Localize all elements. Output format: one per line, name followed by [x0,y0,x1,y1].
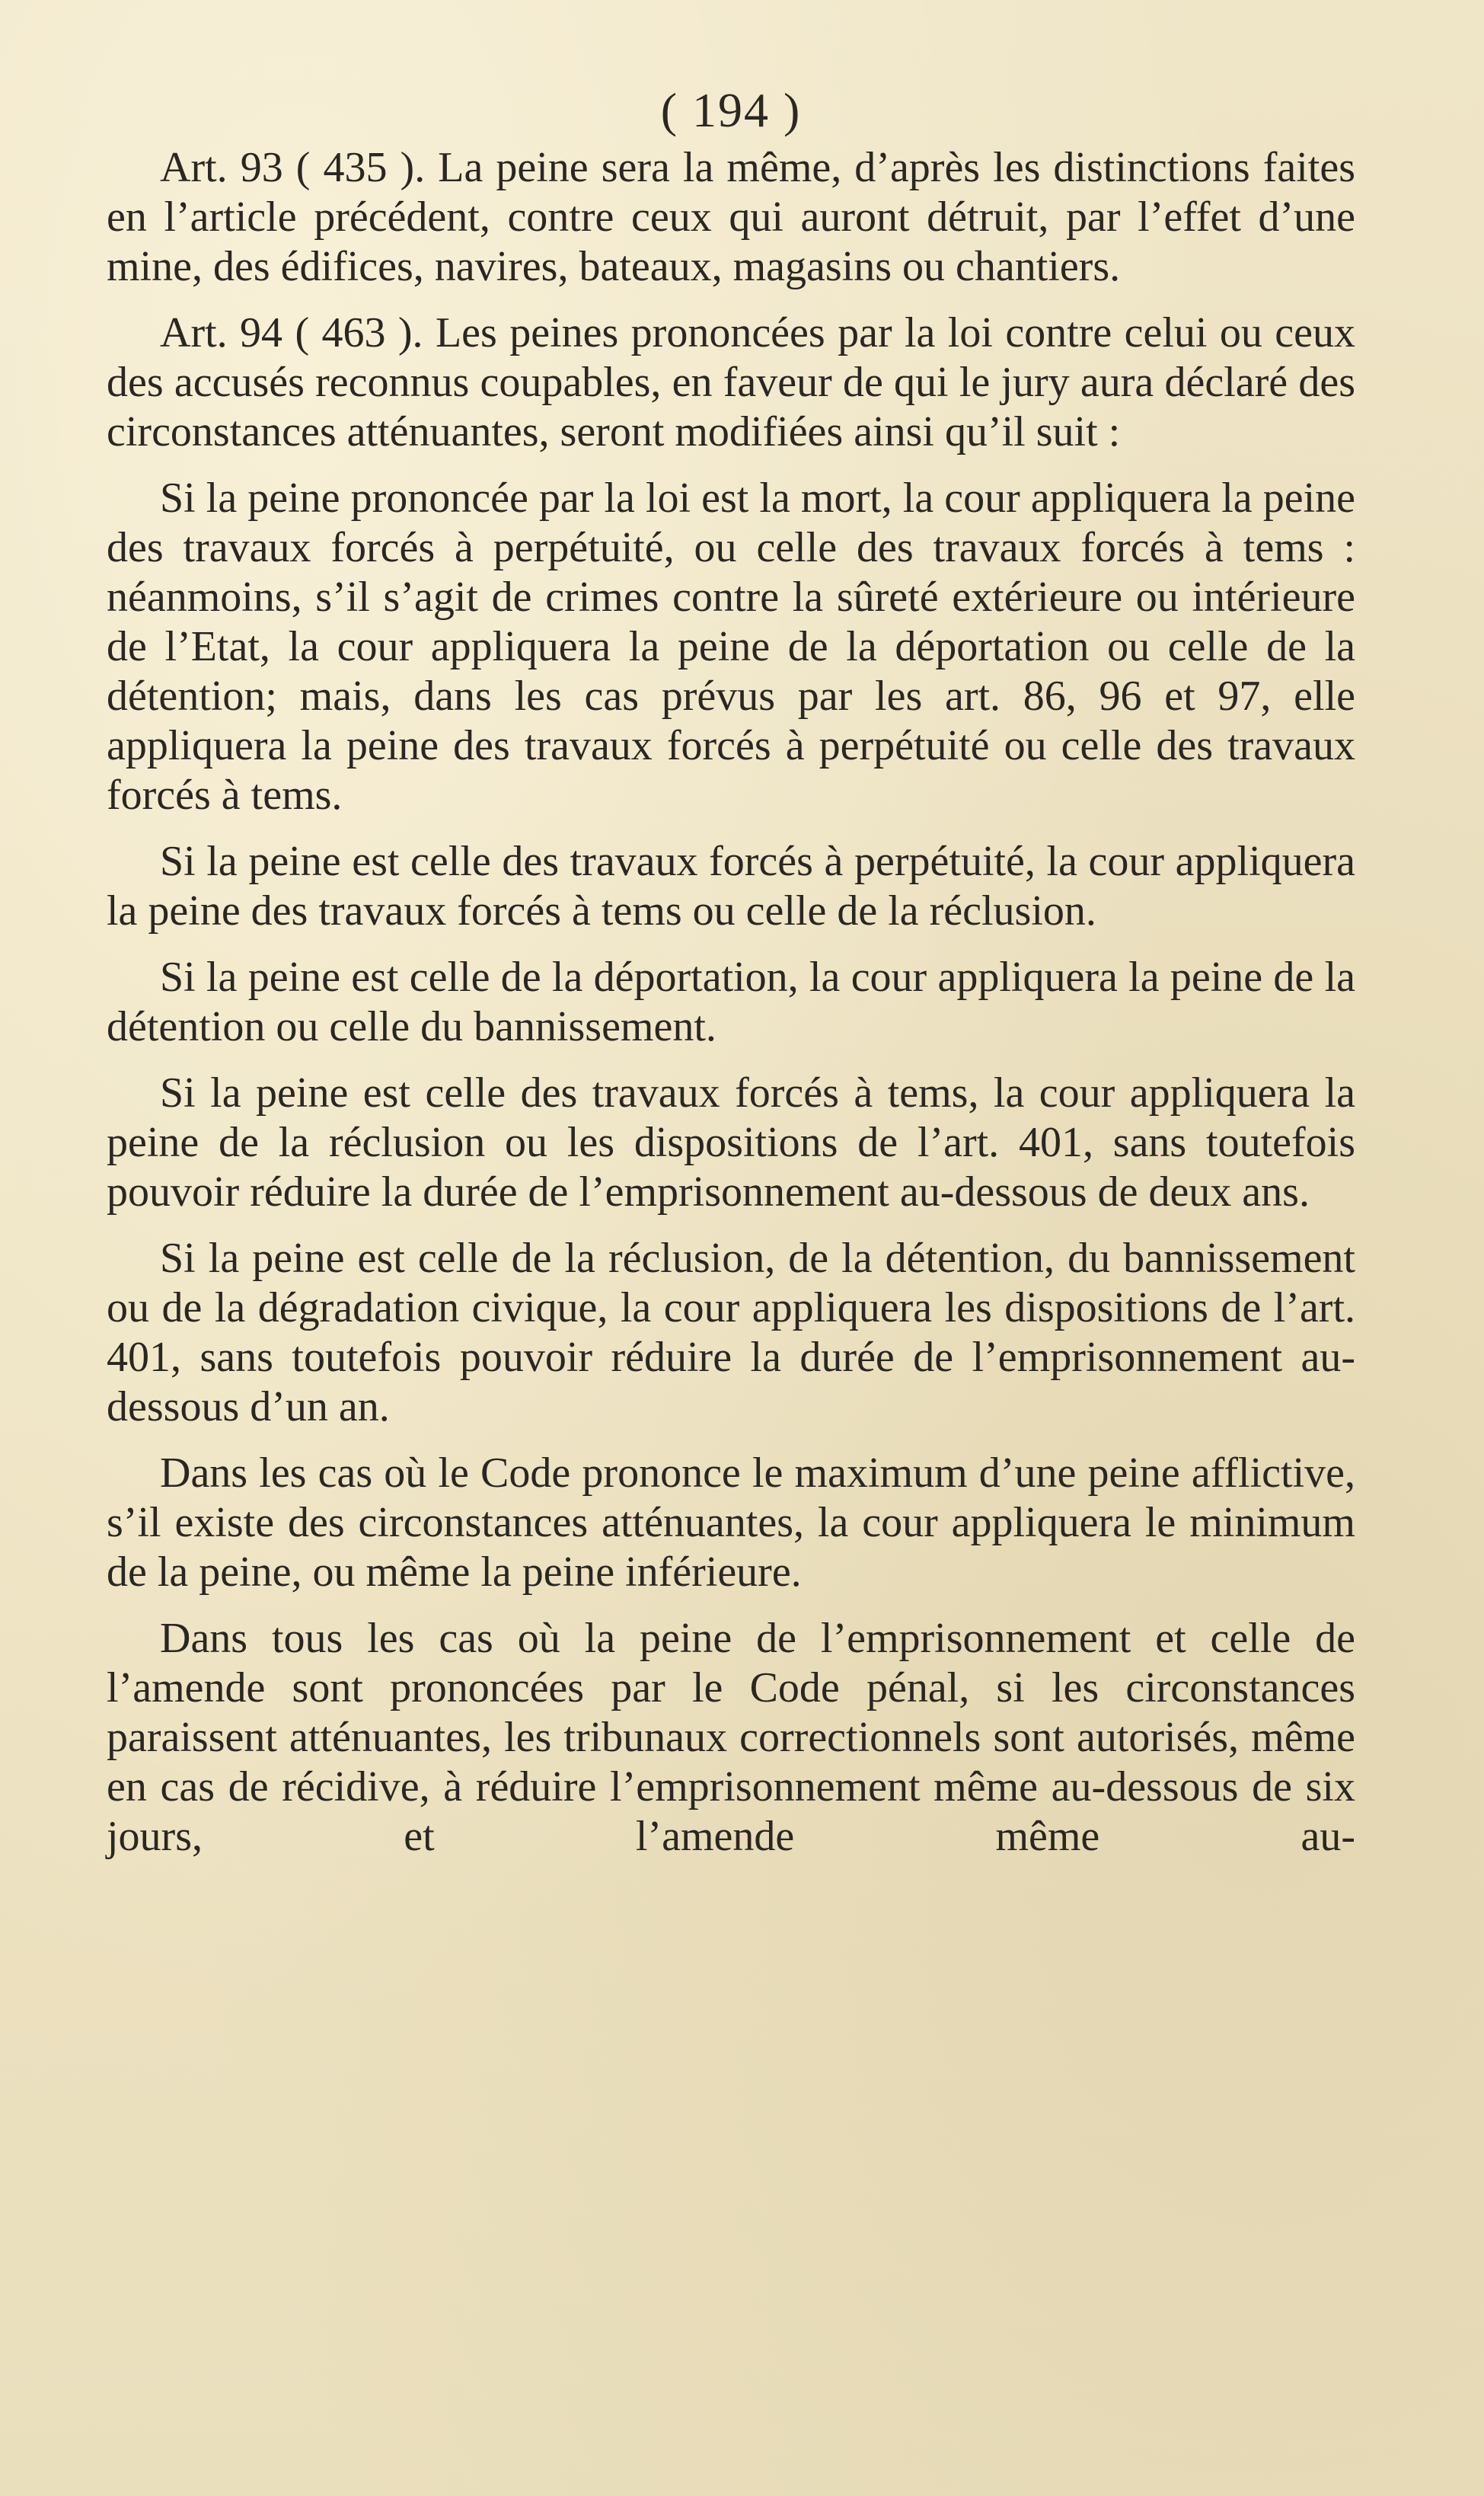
paragraph-art-94: Art. 94 ( 463 ). Les peines prononcées par la loi contre celui ou ceux des accusés reconnus coupables, en faveur de qui le jury aura déclaré des circonstances atténuantes, seront modifiées ainsi qu’il suit : [107,309,1355,455]
page-number: ( 194 ) [660,83,802,137]
paragraph-travaux-tems: Si la peine est celle des travaux forcés à tems, la cour appliquera la peine de la réclusion ou les dispositions de l’art. 401, sans toutefois pouvoir réduire la durée de l’emprisonnement au-dessous de deux ans. [107,1069,1355,1216]
paragraph-art-93: Art. 93 ( 435 ). La peine sera la même, d’après les distinctions faites en l’article précédent, contre ceux qui auront détruit, par l’effet d’une mine, des édifices, navires, bateaux, magasins ou chantiers. [107,144,1355,290]
paragraph-reclusion: Si la peine est celle de la réclusion, de la détention, du bannissement ou de la dégradation civique, la cour appliquera les dispositions de l’art. 401, sans toutefois pouvoir réduire la durée de l’emprisonnement au-dessous d’un an. [107,1235,1355,1430]
paragraph-travaux-perpetuite: Si la peine est celle des travaux forcés à perpétuité, la cour appliquera la peine des travaux forcés à tems ou celle de la réclusion. [107,838,1355,935]
paragraph-deportation: Si la peine est celle de la déportation, la cour appliquera la peine de la détention ou celle du bannissement. [107,954,1355,1050]
paragraph-maximum-peine: Dans les cas où le Code prononce le maximum d’une peine afflictive, s’il existe des circonstances atténuantes, la cour appliquera le minimum de la peine, ou même la peine inférieure. [107,1449,1355,1596]
paragraph-emprisonnement-amende: Dans tous les cas où la peine de l’emprisonnement et celle de l’amende sont prononcées par le Code pénal, si les circonstances paraissent atténuantes, les tribunaux correctionnels sont autorisés, même en cas de récidive, à réduire l’emprisonnement même au-dessous de six jours, et l’amende même au- [107,1615,1355,1860]
book-page [107,84,1355,1878]
paragraph-peine-mort: Si la peine prononcée par la loi est la mort, la cour appliquera la peine des travaux forcés à perpétuité, ou celle des travaux forcés à tems : néanmoins, s’il s’agit de crimes contre la sûreté extérieure ou intérieure de l’Etat, la cour appliquera la peine de la déportation ou celle de la détention; mais, dans les cas prévus par les art. 86, 96 et 97, elle appliquera la peine des travaux forcés à perpétuité ou celle des travaux forcés à tems. [107,475,1355,819]
